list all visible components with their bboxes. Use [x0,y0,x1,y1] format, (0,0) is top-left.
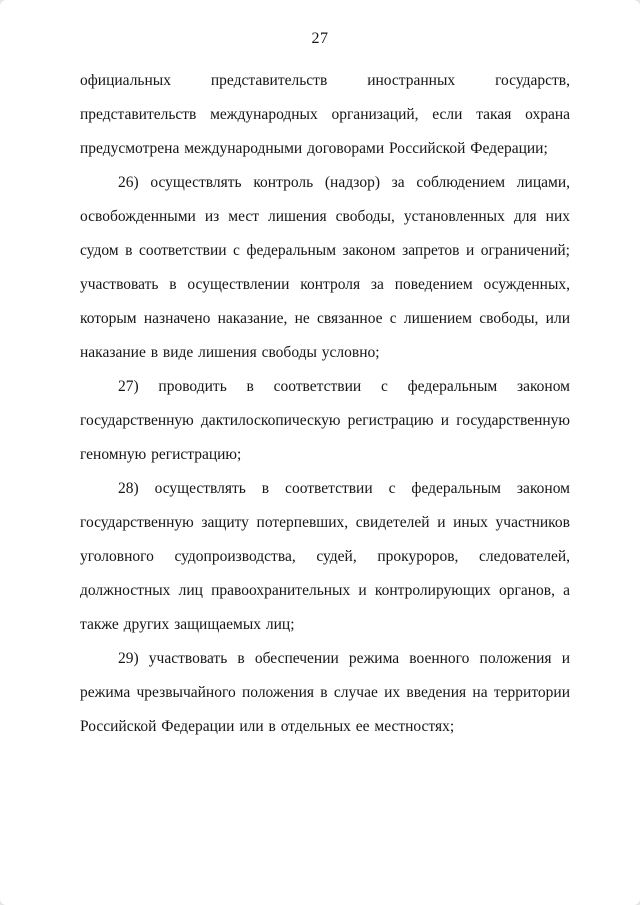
page-number: 27 [311,30,329,47]
document-body [80,64,570,744]
paragraph: официальных представительств иностранных государств, представительств международных организаций, если такая охрана предусмотрена международными договорами Российской Федерации; [80,72,570,157]
paragraph: 27) проводить в соответствии с федеральным законом государственную дактилоскопическую регистрацию и государственную геномную регистрацию; [80,378,570,463]
paragraph: 28) осуществлять в соответствии с федеральным законом государственную защиту потерпевших, свидетелей и иных участников уголовного судопроизводства, судей, прокуроров, следователей, должностных лиц правоохранительных и контролирующих органов, а также других защищаемых лиц; [80,480,570,633]
paragraph: 26) осуществлять контроль (надзор) за соблюдением лицами, освобожденными из мест лишения свободы, установленных для них судом в соответствии с федеральным законом запретов и ограничений; участвовать в осуществлении контроля за поведением осужденных, которым назначено наказание, не связанное с лишением свободы, или наказание в виде лишения свободы условно; [80,174,570,361]
paragraph: 29) участвовать в обеспечении режима военного положения и режима чрезвычайного положения в случае их введения на территории Российской Федерации или в отдельных ее местностях; [80,650,570,735]
